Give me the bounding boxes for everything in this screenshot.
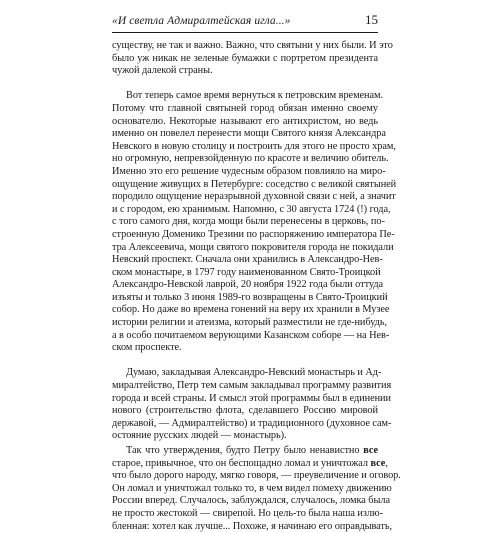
page-number: 15 <box>365 12 378 27</box>
text-line: ском монастыре, в 1797 году наименованном Свято-Троицкой <box>112 266 381 278</box>
text-line: Невский проспект. Сначала они хранились в Александро-Нев- <box>112 254 383 266</box>
text-line: России вперед. Случалось, заблуждался, случалось, ломка была <box>112 495 390 507</box>
running-header <box>112 14 378 32</box>
text-line: строенную Доменико Трезини по распоряжению императора Пе- <box>112 228 395 240</box>
paragraph <box>112 40 393 78</box>
paragraph-gap <box>112 355 378 368</box>
header-rule <box>112 32 378 33</box>
text-line: собор. Но даже во времена гонений на веру их хранили в Музее <box>112 304 390 316</box>
text-line: остояние русских людей — монастырь). <box>112 430 287 442</box>
text-line: Думаю, закладывая Александро-Невский монастырь и Ад- <box>126 367 382 379</box>
body-text <box>112 40 401 533</box>
paragraph <box>112 367 392 443</box>
text-line: но огромную, непревзойденную по красоте и величию обитель. <box>112 153 389 165</box>
text-line: изъяты и только 3 июня 1989-го возвращены в Свято-Троицкий <box>112 291 388 303</box>
text-line: Он ломал и уничтожал только то, в чем видел помеху движению <box>112 482 392 494</box>
text-line: ощущение живущих в Петербурге: соседство с великой святыней <box>112 178 397 190</box>
paragraph <box>112 445 401 533</box>
text-line: а в особо почитаемом верующими Казанском соборе — на Нев- <box>112 329 390 341</box>
text-line: ском проспекте. <box>112 342 182 354</box>
text-line: города и всей страны. И смысл этой программы был в единении <box>112 392 391 404</box>
text-line: тра Алексеевича, мощи святого покровителя города не покидали <box>112 241 394 253</box>
text-line: Потому что главной святыней город обязан именно своему <box>112 102 378 114</box>
text-line: Именно это его решение чудесным образом повлияло на миро- <box>112 165 386 177</box>
text-line: Невского в новую столицу и построить для этого не просто храм, <box>112 140 396 152</box>
text-line: с того самого дня, когда мощи были перенесены в церковь, по- <box>112 216 385 228</box>
text-line: державой, — Адмиралтейство) и традиционного (духовное сам- <box>112 417 392 429</box>
text-line: Так что утверждения, будто Петру было ненавистно все <box>126 445 378 456</box>
text-line: старое, привычное, что он беспощадно ломал и уничтожал все, <box>112 457 388 469</box>
text-line: бленная: хотел как лучше... Похоже, я начинаю его оправдывать, <box>112 520 393 532</box>
text-line: существу, не так и важно. Важно, что святыни у них были. И это <box>112 40 393 51</box>
text-line: что было дорого народу, мягко говоря, — преувеличение и оговор. <box>112 470 401 482</box>
running-header-title: «И светла Адмиралтейская игла...» <box>112 15 291 27</box>
text-line: Александро-Невской лаврой, 20 ноября 1922 года были оттуда <box>112 279 384 291</box>
text-line: и с городом, ею хранимым. Напомню, с 30 августа 1724 (!) года, <box>112 203 391 215</box>
text-line: именно он повелел перенести мощи Святого князя Александра <box>112 128 386 140</box>
text-line: нового (строительство флота, сделавшего Россию мировой <box>112 405 378 417</box>
text-line: породило ощущение неразрывной духовной связи с ней, а значит <box>112 191 396 203</box>
emphasized-word: все <box>363 445 378 456</box>
paragraph <box>112 90 397 354</box>
text-line: чужой далекой страны. <box>112 65 213 77</box>
text-line: миралтейство, Петр тем самым закладывал программу развития <box>112 380 392 392</box>
paragraph-gap <box>112 78 378 91</box>
text-line: основателю. Некоторые называют его антихристом, но ведь <box>112 115 378 127</box>
text-line: было уж никак не зеленые бумажки с портретом президента <box>112 52 378 64</box>
text-line: истории религии и атеизма, который разместили не где-нибудь, <box>112 317 388 329</box>
emphasized-word: все <box>370 457 386 469</box>
text-line: Вот теперь самое время вернуться к петровским временам. <box>126 90 384 102</box>
text-line: не просто жестокой — свирепой. Но цель-то была наша излю- <box>112 507 383 519</box>
